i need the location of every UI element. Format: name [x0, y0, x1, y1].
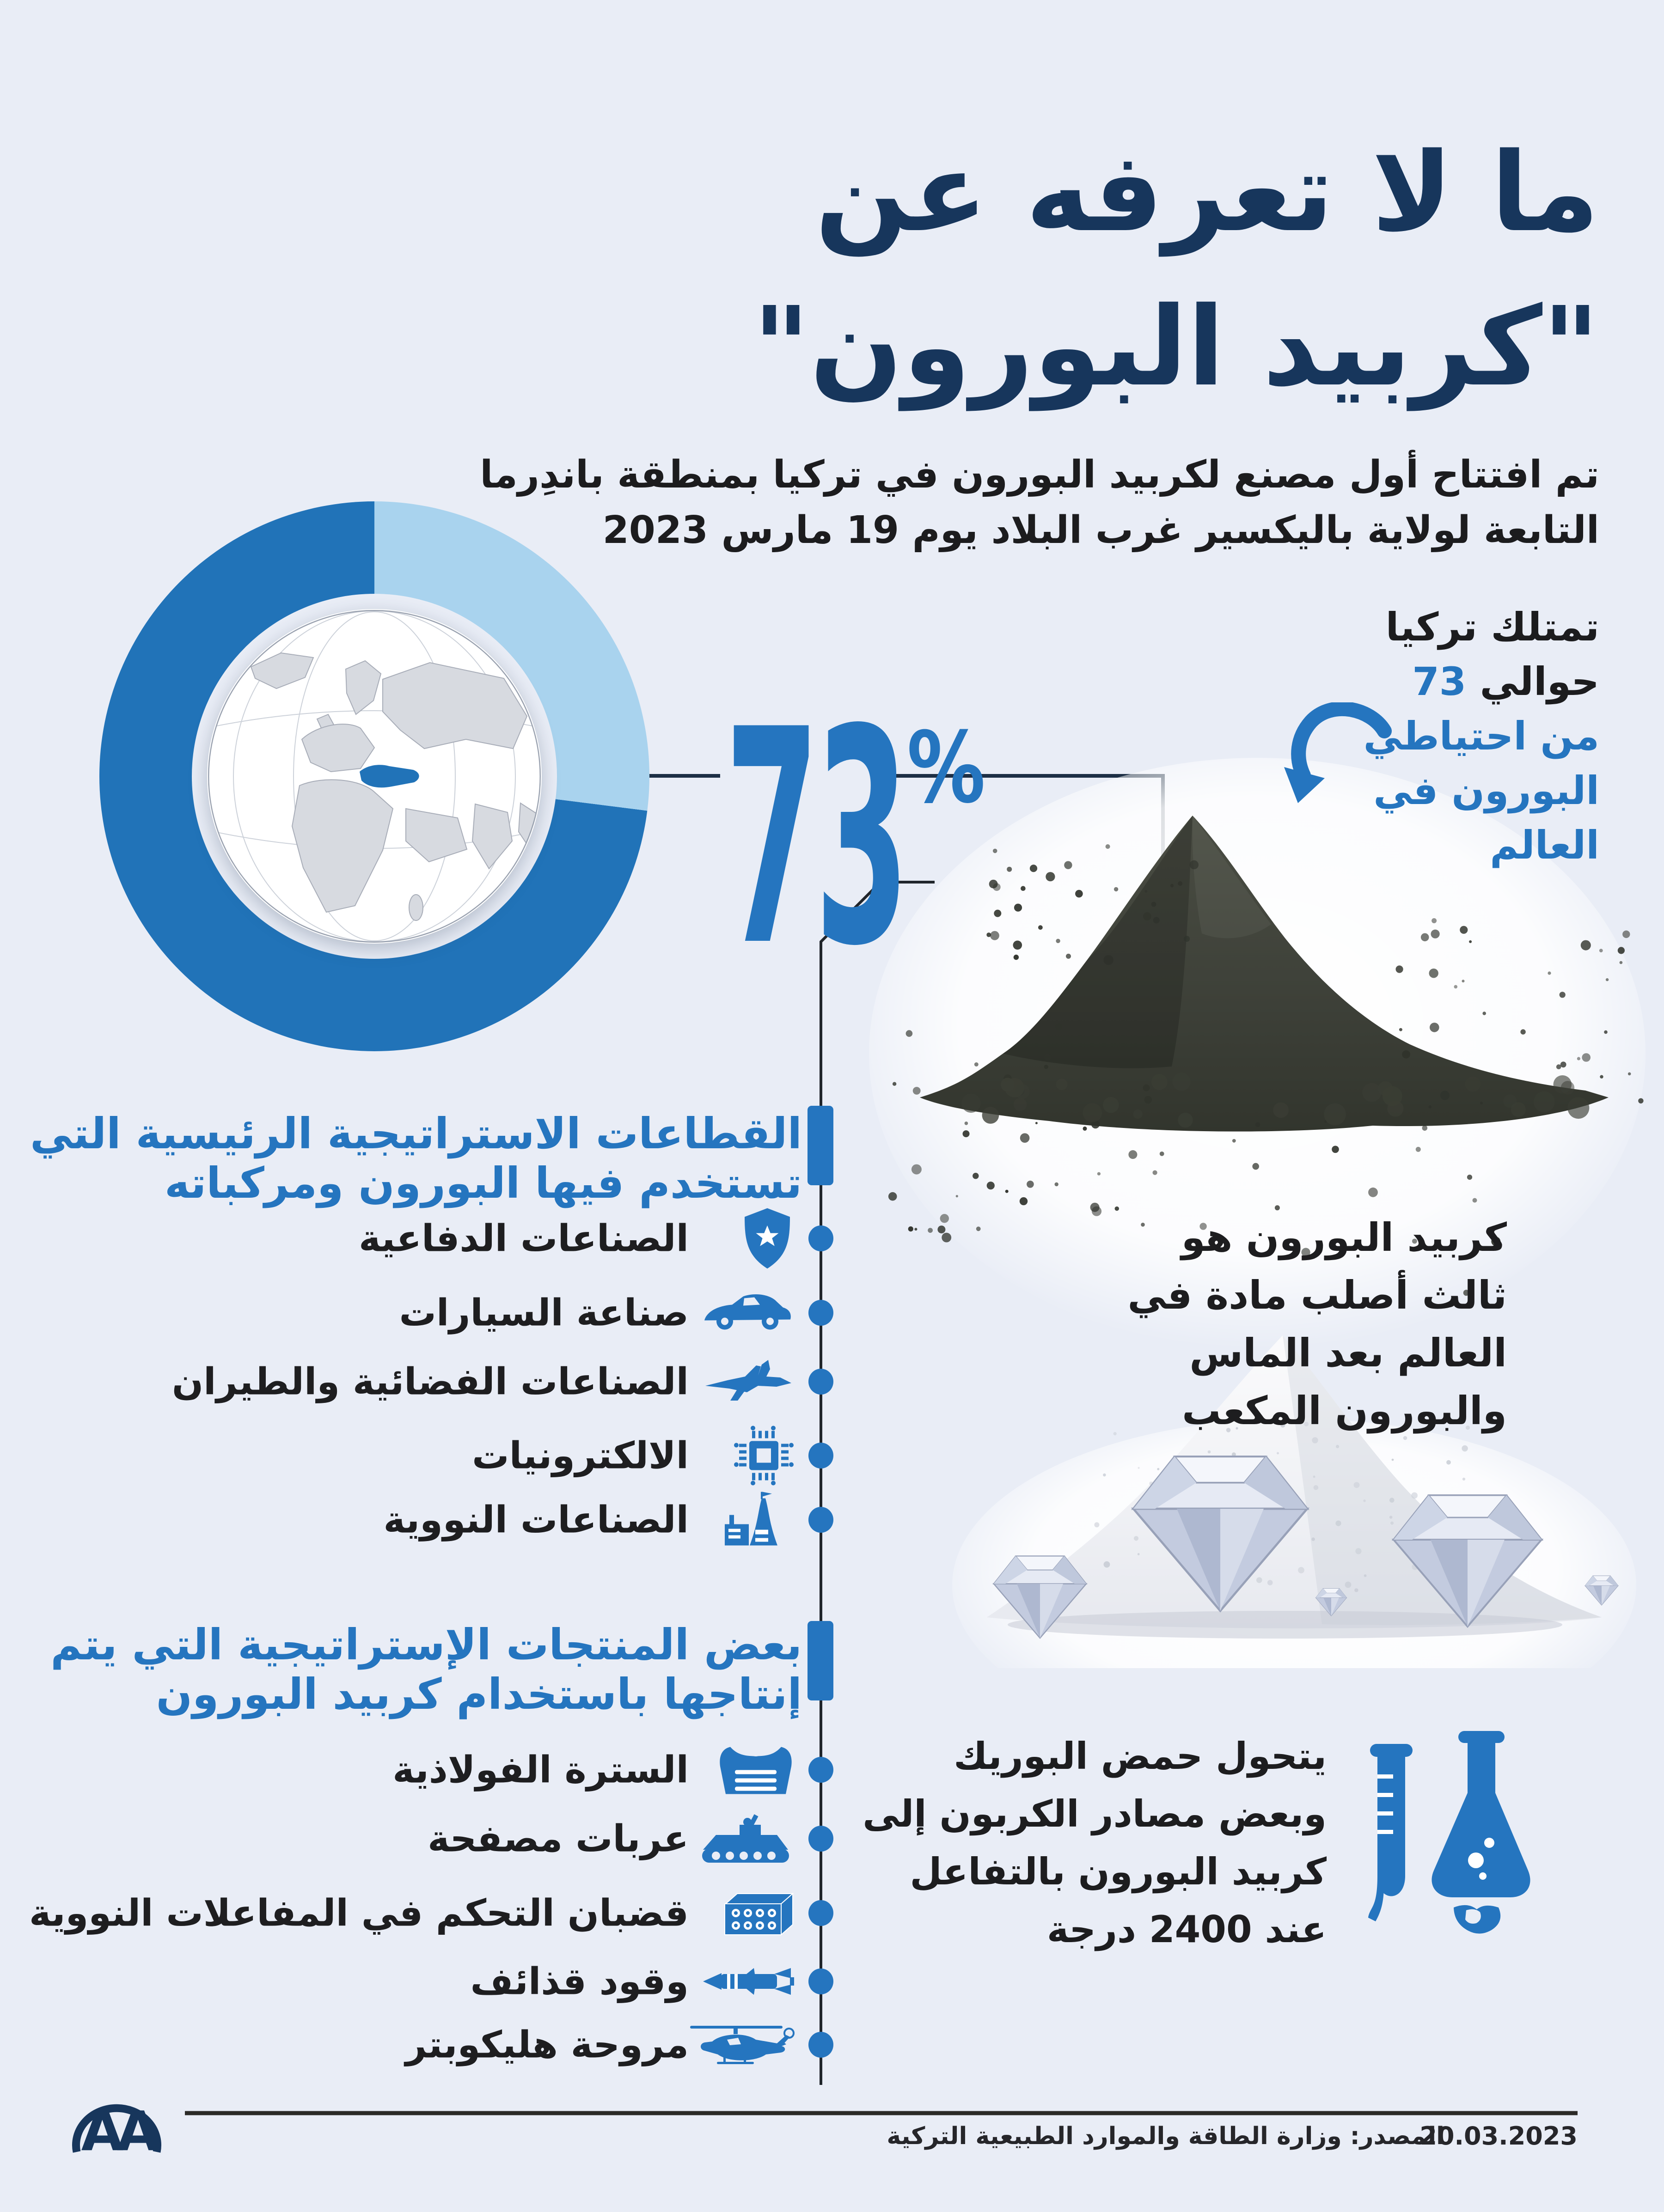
sectors-heading-line1: القطاعات الاستراتيجية الرئيسية التي — [30, 1109, 802, 1158]
bulletproof-vest-icon — [716, 1743, 795, 1797]
reserves-line2: حوالي 73 — [1412, 659, 1599, 704]
sector-label-aerospace: الصناعات الفضائية والطيران — [171, 1360, 689, 1403]
reaction-line2: وبعض مصادر الكربون إلى — [863, 1792, 1327, 1835]
aa-logo-text: AA — [81, 2099, 153, 2156]
car-icon — [698, 1291, 795, 1335]
page-title-line2: "كربيد البورون" — [752, 283, 1599, 410]
timeline-dot-9 — [808, 1968, 833, 1994]
products-heading-bar — [808, 1621, 833, 1700]
reaction-line3: كربيد البورون بالتفاعل — [910, 1850, 1327, 1893]
reserves-note — [1364, 600, 1599, 872]
sectors-heading-bar — [808, 1106, 833, 1185]
timeline-dot-4 — [808, 1443, 833, 1469]
caspian-sea — [435, 752, 448, 777]
timeline-dot-10 — [808, 2032, 833, 2058]
shield-star-icon — [740, 1206, 795, 1271]
products-heading-line1: بعض المنتجات الإستراتيجية التي يتم — [50, 1620, 802, 1670]
reaction-note — [863, 1727, 1327, 1958]
hardness-note — [1127, 1209, 1507, 1440]
timeline-dot-5 — [808, 1507, 833, 1533]
fighter-jet-icon — [703, 1356, 795, 1407]
hardness-line1: كربيد البورون هو — [1181, 1215, 1507, 1260]
armored-vehicle-icon — [696, 1811, 795, 1866]
source-text: المصدر: وزارة الطاقة والموارد الطبيعية التركية — [887, 2122, 1444, 2150]
missile-icon — [700, 1967, 795, 1996]
helicopter-icon — [686, 2019, 795, 2070]
reaction-line1: يتحول حمض البوريك — [954, 1735, 1327, 1778]
product-label-helicopter-rotor: مروحة هليكوبتر — [405, 2023, 689, 2066]
intro-line1: تم افتتاح أول مصنع لكربيد البورون في تركيا بمنطقة باندِرما — [480, 453, 1599, 497]
sector-label-nuclear: الصناعات النووية — [383, 1498, 689, 1542]
stat-percent-sign: % — [907, 711, 985, 825]
world-map — [207, 609, 542, 944]
stat-73: 73 — [725, 666, 905, 1011]
sector-label-automotive: صناعة السيارات — [399, 1291, 689, 1335]
product-label-armored-vehicle: عربات مصفحة — [428, 1817, 689, 1860]
globe — [207, 609, 542, 944]
reserves-line5: العالم — [1490, 823, 1599, 868]
land-madagascar — [409, 895, 423, 920]
intro-line2: التابعة لولاية باليكسير غرب البلاد يوم 19 مارس 2023 — [602, 508, 1599, 552]
hardness-line3: العالم بعد الماس — [1189, 1330, 1507, 1376]
products-heading-line2: إنتاجها باستخدام كربيد البورون — [156, 1670, 802, 1719]
hardness-line2: ثالث أصلب مادة في — [1127, 1273, 1507, 1318]
hardness-line4: والبورون المكعب — [1182, 1388, 1507, 1433]
timeline-dot-8 — [808, 1900, 833, 1926]
page-title-line1: ما لا تعرفه عن — [815, 129, 1599, 256]
products-heading — [50, 1620, 802, 1719]
boron-reserves-donut-chart — [99, 501, 649, 1051]
sectors-heading-line2: تستخدم فيها البورون ومركباته — [164, 1158, 802, 1208]
sectors-heading — [30, 1109, 802, 1208]
reserves-line1: تمتلك تركيا — [1385, 604, 1599, 650]
reserves-line4: البورون في — [1373, 768, 1599, 813]
timeline-dot-7 — [808, 1826, 833, 1852]
reserves-line3: من احتياطي — [1363, 713, 1599, 759]
timeline-dot-6 — [808, 1757, 833, 1783]
control-rods-icon — [712, 1888, 795, 1938]
timeline-dot-1 — [808, 1225, 833, 1251]
nuclear-plant-icon — [721, 1491, 795, 1549]
intro-text — [480, 447, 1599, 558]
product-label-vest: السترة الفولاذية — [392, 1748, 689, 1792]
chip-icon — [733, 1425, 795, 1487]
page-title — [753, 116, 1599, 424]
timeline-dot-2 — [808, 1300, 833, 1326]
sector-label-electronics: الالكترونيات — [472, 1434, 689, 1477]
aa-agency-logo — [60, 2077, 173, 2156]
timeline-dot-3 — [808, 1369, 833, 1395]
sector-label-defense: الصناعات الدفاعية — [359, 1217, 689, 1260]
date-text: 20.03.2023 — [1419, 2121, 1578, 2151]
product-label-missile-fuel: وقود قذائف — [470, 1960, 689, 2003]
flask-icon — [1364, 1724, 1539, 1941]
reaction-temperature: عند 2400 درجة — [1046, 1908, 1327, 1951]
product-label-control-rods: قضبان التحكم في المفاعلات النووية — [29, 1891, 689, 1935]
